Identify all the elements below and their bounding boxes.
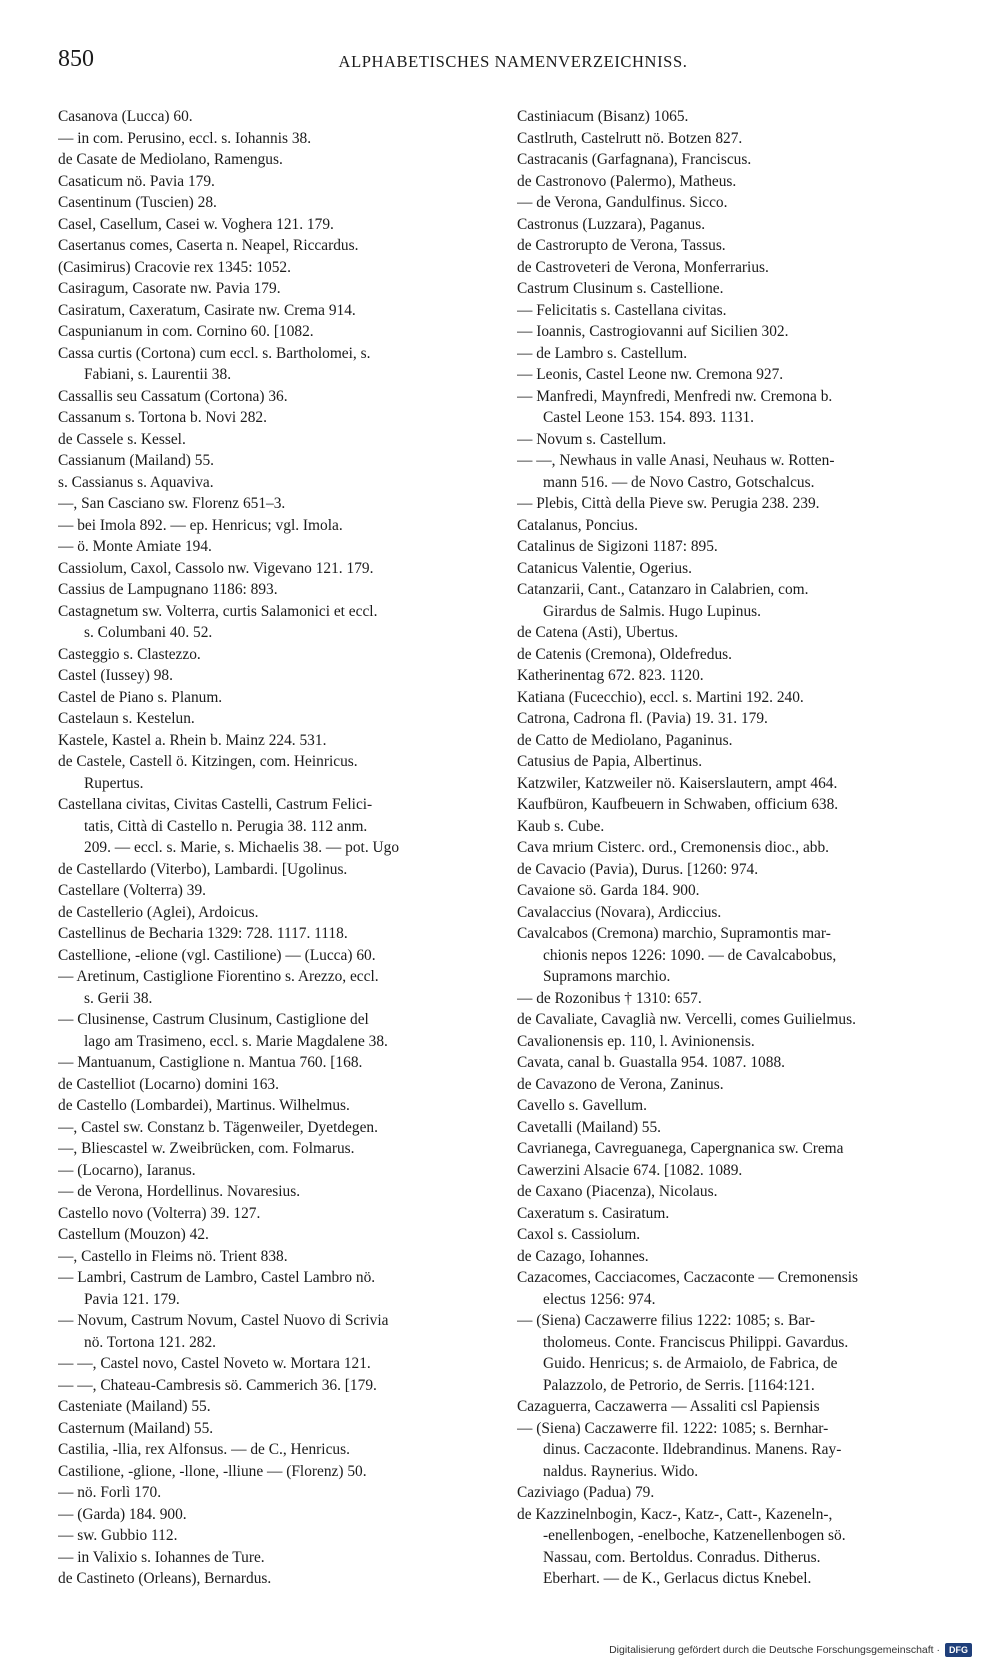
index-entry-line: Kastele, Kastel a. Rhein b. Mainz 224. 531. <box>58 731 327 749</box>
index-entry-line: Castel (Iussey) 98. <box>58 667 173 684</box>
index-entry-line: s. Cassianus s. Aquaviva. <box>58 473 214 491</box>
index-entry-line: de Castrorupto de Verona, Tassus. <box>517 237 726 254</box>
index-entry-line: Cava mrium Cisterc. ord., Cremonensis dioc., abb. <box>517 839 830 856</box>
index-entry-line: — Clusinense, Castrum Clusinum, Castiglione del <box>58 1011 369 1028</box>
index-entry-line: 209. — eccl. s. Marie, s. Michaelis 38. — pot. Ugo <box>84 839 400 856</box>
index-entry-line: — nö. Forlì 170. <box>58 1484 162 1501</box>
page-number: 850 <box>58 46 94 72</box>
index-entry-line: Cawerzini Alsacie 674. [1082. 1089. <box>517 1161 743 1179</box>
index-entry-line: — (Garda) 184. 900. <box>58 1505 187 1523</box>
index-entry-line: Castellare (Volterra) 39. <box>58 882 207 899</box>
index-entry-line: —, Castel sw. Constanz b. Tägenweiler, Dyetdegen. <box>58 1118 378 1136</box>
index-entry-line: — (Siena) Caczawerre fil. 1222: 1085; s. Bernhar- <box>517 1419 829 1437</box>
index-entry-line: de Casate de Mediolano, Ramengus. <box>58 151 283 168</box>
index-entry-line: de Cavazono de Verona, Zaninus. <box>517 1075 724 1093</box>
index-entry-line: Catalinus de Sigizoni 1187: 895. <box>517 538 718 555</box>
index-entry-line: Castel de Piano s. Planum. <box>58 688 223 706</box>
index-entry-line: de Cassele s. Kessel. <box>58 430 186 448</box>
index-entry-line: Caxeratum s. Casiratum. <box>517 1204 670 1222</box>
index-entry-line: de Cavaliate, Cavaglià nw. Vercelli, comes Guilielmus. <box>517 1011 856 1028</box>
index-entry-line: Cavalcabos (Cremona) marchio, Supramontis mar- <box>517 925 831 942</box>
index-entry-line: Katzwiler, Katzweiler nö. Kaiserslautern, ampt 464. <box>517 774 838 792</box>
index-entry-line: Cavaione sö. Garda 184. 900. <box>517 882 700 899</box>
index-entry-line: Cavalionensis ep. 110, l. Avinionensis. <box>517 1032 755 1050</box>
index-entry-line: Castel Leone 153. 154. 893. 1131. <box>543 409 755 426</box>
index-entry-line: de Catenis (Cremona), Oldefredus. <box>517 645 732 663</box>
index-entry-line: Pavia 121. 179. <box>84 1290 180 1308</box>
index-entry-line: Cassanum s. Tortona b. Novi 282. <box>58 409 267 426</box>
index-entry-line: de Castellardo (Viterbo), Lambardi. [Ugolinus. <box>58 860 348 878</box>
index-entry-line: Cavello s. Gavellum. <box>517 1097 647 1114</box>
index-entry-line: Cazacomes, Cacciacomes, Caczaconte — Cremonensis <box>517 1269 859 1286</box>
index-entry-line: — —, Newhaus in valle Anasi, Neuhaus w. Rotten- <box>517 452 835 469</box>
index-entry-line: — bei Imola 892. — ep. Henricus; vgl. Imola. <box>58 516 343 534</box>
index-entry-line: dinus. Caczaconte. Ildebrandinus. Manens. Ray- <box>543 1441 842 1458</box>
dfg-logo: DFG <box>945 1643 972 1657</box>
index-entry-line: Rupertus. <box>84 774 144 792</box>
index-entry-line: Cassa curtis (Cortona) cum eccl. s. Bartholomei, s. <box>58 344 371 362</box>
index-entry-line: Katherinentag 672. 823. 1120. <box>517 667 704 684</box>
index-entry-line: mann 516. — de Novo Castro, Gotschalcus. <box>543 473 815 491</box>
index-entry-line: -enellenbogen, -enelboche, Katzenellenbogen sö. <box>543 1527 846 1544</box>
index-entry-line: s. Gerii 38. <box>84 989 153 1007</box>
index-entry-line: Castrum Clusinum s. Castellione. <box>517 280 724 297</box>
index-entry-line: de Catto de Mediolano, Paganinus. <box>517 731 733 749</box>
index-entry-line: Castagnetum sw. Volterra, curtis Salamonici et eccl. <box>58 602 378 620</box>
index-entry-line: de Castele, Castell ö. Kitzingen, com. Heinricus. <box>58 753 358 770</box>
index-entry-line: Casel, Casellum, Casei w. Voghera 121. 179. <box>58 215 334 233</box>
index-entry-line: Casternum (Mailand) 55. <box>58 1419 214 1437</box>
index-entry-line: Eberhart. — de K., Gerlacus dictus Knebel. <box>543 1570 812 1587</box>
index-entry-line: Castiniacum (Bisanz) 1065. <box>517 108 689 125</box>
index-entry-line: (Casimirus) Cracovie rex 1345: 1052. <box>58 258 291 276</box>
index-entry-line: Castilia, -llia, rex Alfonsus. — de C., Henricus. <box>58 1441 350 1458</box>
index-entry-line: Catalanus, Poncius. <box>517 516 638 534</box>
index-entry-line: tatis, Città di Castello n. Perugia 38. 112 anm. <box>84 817 368 835</box>
index-entry-line: — (Locarno), Iaranus. <box>58 1161 196 1179</box>
index-entry-line: — Mantuanum, Castiglione n. Mantua 760. [168. <box>58 1054 363 1071</box>
index-entry-line: Casanova (Lucca) 60. <box>58 108 193 125</box>
index-entry-line: Caxol s. Cassiolum. <box>517 1226 641 1243</box>
index-entry-line: Castellum (Mouzon) 42. <box>58 1226 209 1243</box>
index-entry-line: — Aretinum, Castiglione Fiorentino s. Arezzo, eccl. <box>58 968 379 985</box>
index-entry-line: Kaufbüron, Kaufbeuern in Schwaben, officium 638. <box>517 796 839 813</box>
index-entry-line: — Ioannis, Castrogiovanni auf Sicilien 302. <box>517 323 789 340</box>
index-entry-line: de Cavacio (Pavia), Durus. [1260: 974. <box>517 860 759 878</box>
index-entry-line: — Felicitatis s. Castellana civitas. <box>517 301 727 319</box>
index-entry-line: — Leonis, Castel Leone nw. Cremona 927. <box>517 366 784 383</box>
index-entry-line: Castellana civitas, Civitas Castelli, Castrum Felici- <box>58 796 373 813</box>
index-entry-line: de Castineto (Orleans), Bernardus. <box>58 1570 272 1587</box>
index-entry-line: — in com. Perusino, eccl. s. Iohannis 38. <box>58 129 312 147</box>
index-entry-line: Castellinus de Becharia 1329: 728. 1117. 1118. <box>58 925 348 942</box>
index-entry-line: Casentinum (Tuscien) 28. <box>58 194 217 211</box>
index-entry-line: Nassau, com. Bertoldus. Conradus. Ditherus. <box>543 1548 821 1566</box>
index-entry-line: Casaticum nö. Pavia 179. <box>58 172 215 190</box>
index-entry-line: Castracanis (Garfagnana), Franciscus. <box>517 151 752 168</box>
footer-credit: Digitalisierung gefördert durch die Deutsche Forschungsgemeinschaft · <box>609 1644 940 1656</box>
index-entry-line: — sw. Gubbio 112. <box>58 1527 178 1544</box>
index-entry-line: Cavrianega, Cavreguanega, Capergnanica sw. Crema <box>517 1140 844 1157</box>
index-entry-line: — Novum, Castrum Novum, Castel Nuovo di Scrivia <box>58 1312 389 1329</box>
index-entry-line: Cavalaccius (Novara), Ardiccius. <box>517 903 722 921</box>
index-entry-line: electus 1256: 974. <box>543 1290 656 1308</box>
index-entry-line: — —, Chateau-Cambresis sö. Cammerich 36. [179. <box>58 1376 377 1394</box>
index-entry-line: — (Siena) Caczawerre filius 1222: 1085; s. Bar- <box>517 1312 816 1329</box>
index-entry-line: naldus. Raynerius. Wido. <box>543 1462 699 1480</box>
index-entry-line: — de Rozonibus † 1310: 657. <box>517 989 702 1007</box>
index-entry-line: de Kazzinelnbogin, Kacz-, Katz-, Catt-, Kazeneln-, <box>517 1505 833 1523</box>
index-entry-line: Cassianum (Mailand) 55. <box>58 452 215 469</box>
index-entry-line: Castelaun s. Kestelun. <box>58 710 195 727</box>
index-entry-line: de Castelliot (Locarno) domini 163. <box>58 1075 279 1093</box>
index-entry-line: de Catena (Asti), Ubertus. <box>517 624 679 641</box>
index-entry-line: — de Verona, Hordellinus. Novaresius. <box>58 1183 301 1200</box>
index-entry-line: de Castronovo (Palermo), Matheus. <box>517 172 737 190</box>
index-entry-line: Katiana (Fucecchio), eccl. s. Martini 192. 240. <box>517 688 804 706</box>
index-entry-line: Cazaguerra, Caczawerra — Assaliti csl Papiensis <box>517 1398 820 1415</box>
running-title: ALPHABETISCHES NAMENVERZEICHNISS. <box>338 52 688 71</box>
index-entry-line: — ö. Monte Amiate 194. <box>58 538 212 555</box>
index-entry-line: tholomeus. Conte. Franciscus Philippi. Gavardus. <box>543 1333 849 1351</box>
left-column <box>58 106 513 1590</box>
index-entry-line: de Cazago, Iohannes. <box>517 1247 649 1265</box>
index-entry-line: Palazzolo, de Petrorio, de Serris. [1164:121. <box>543 1376 815 1394</box>
index-entry-line: de Caxano (Piacenza), Nicolaus. <box>517 1183 718 1200</box>
index-entry-line: Casteggio s. Clastezzo. <box>58 645 201 663</box>
index-entry-line: Catrona, Cadrona fl. (Pavia) 19. 31. 179. <box>517 710 768 727</box>
index-entry-line: — Lambri, Castrum de Lambro, Castel Lambro nö. <box>58 1269 376 1286</box>
index-entry-line: — Novum s. Castellum. <box>517 430 667 448</box>
index-entry-line: Castronus (Luzzara), Paganus. <box>517 215 706 233</box>
index-entry-line: Caziviago (Padua) 79. <box>517 1484 655 1501</box>
index-entry-line: — —, Castel novo, Castel Noveto w. Mortara 121. <box>58 1355 371 1372</box>
index-entry-line: Cavetalli (Mailand) 55. <box>517 1118 662 1136</box>
index-entry-line: de Castello (Lombardei), Martinus. Wilhelmus. <box>58 1097 350 1114</box>
index-entry-line: Cavata, canal b. Guastalla 954. 1087. 1088. <box>517 1054 785 1071</box>
index-entry-line: Supramons marchio. <box>543 968 671 985</box>
index-entry-line: Casiratum, Caxeratum, Casirate nw. Crema 914. <box>58 301 356 319</box>
index-entry-line: —, San Casciano sw. Florenz 651–3. <box>58 495 286 512</box>
index-entry-line: Caspunianum in com. Cornino 60. [1082. <box>58 323 314 340</box>
index-entry-line: Cassius de Lampugnano 1186: 893. <box>58 581 278 598</box>
index-entry-line: — Manfredi, Maynfredi, Menfredi nw. Cremona b. <box>517 387 833 405</box>
index-entry-line: Guido. Henricus; s. de Armaiolo, de Fabrica, de <box>543 1355 838 1372</box>
index-entry-line: Castlruth, Castelrutt nö. Botzen 827. <box>517 129 743 147</box>
index-entry-line: Castilione, -glione, -llone, -lliune — (Florenz) 50. <box>58 1462 367 1480</box>
index-entry-line: Casertanus comes, Caserta n. Neapel, Riccardus. <box>58 237 359 254</box>
index-entry-line: Catanzarii, Cant., Catanzaro in Calabrien, com. <box>517 581 809 598</box>
index-entry-line: Cassallis seu Cassatum (Cortona) 36. <box>58 387 288 405</box>
index-entry-line: chionis nepos 1226: 1090. — de Cavalcabobus, <box>543 946 837 964</box>
index-entry-line: de Castellerio (Aglei), Ardoicus. <box>58 903 259 921</box>
right-column <box>517 106 972 1590</box>
index-entry-line: —, Castello in Fleims nö. Trient 838. <box>58 1247 288 1265</box>
index-entry-line: Girardus de Salmis. Hugo Lupinus. <box>543 602 762 620</box>
index-entry-line: de Castroveteri de Verona, Monferrarius. <box>517 258 769 276</box>
index-entry-line: — in Valixio s. Iohannes de Ture. <box>58 1548 265 1566</box>
digitization-footer <box>609 1640 972 1660</box>
index-entry-line: nö. Tortona 121. 282. <box>84 1333 217 1351</box>
index-entry-line: — de Lambro s. Castellum. <box>517 344 688 362</box>
index-entry-line: Casteniate (Mailand) 55. <box>58 1398 211 1415</box>
index-entry-line: —, Bliescastel w. Zweibrücken, com. Folmarus. <box>58 1140 355 1157</box>
index-entry-line: Catanicus Valentie, Ogerius. <box>517 559 692 577</box>
index-entry-line: Casiragum, Casorate nw. Pavia 179. <box>58 280 281 297</box>
index-entry-line: Fabiani, s. Laurentii 38. <box>84 366 232 383</box>
index-entry-line: Castellione, -elione (vgl. Castilione) — (Lucca) 60. <box>58 946 376 964</box>
page-header <box>58 46 968 76</box>
index-entry-line: Castello novo (Volterra) 39. 127. <box>58 1204 261 1222</box>
index-entry-line: — de Verona, Gandulfinus. Sicco. <box>517 194 728 211</box>
index-entry-line: Kaub s. Cube. <box>517 817 605 835</box>
index-entry-line: Catusius de Papia, Albertinus. <box>517 753 703 770</box>
index-entry-line: — Plebis, Città della Pieve sw. Perugia 238. 239. <box>517 495 820 512</box>
index-entry-line: lago am Trasimeno, eccl. s. Marie Magdalene 38. <box>84 1032 388 1050</box>
index-entry-line: Cassiolum, Caxol, Cassolo nw. Vigevano 121. 179. <box>58 559 374 577</box>
index-entry-line: s. Columbani 40. 52. <box>84 624 213 641</box>
